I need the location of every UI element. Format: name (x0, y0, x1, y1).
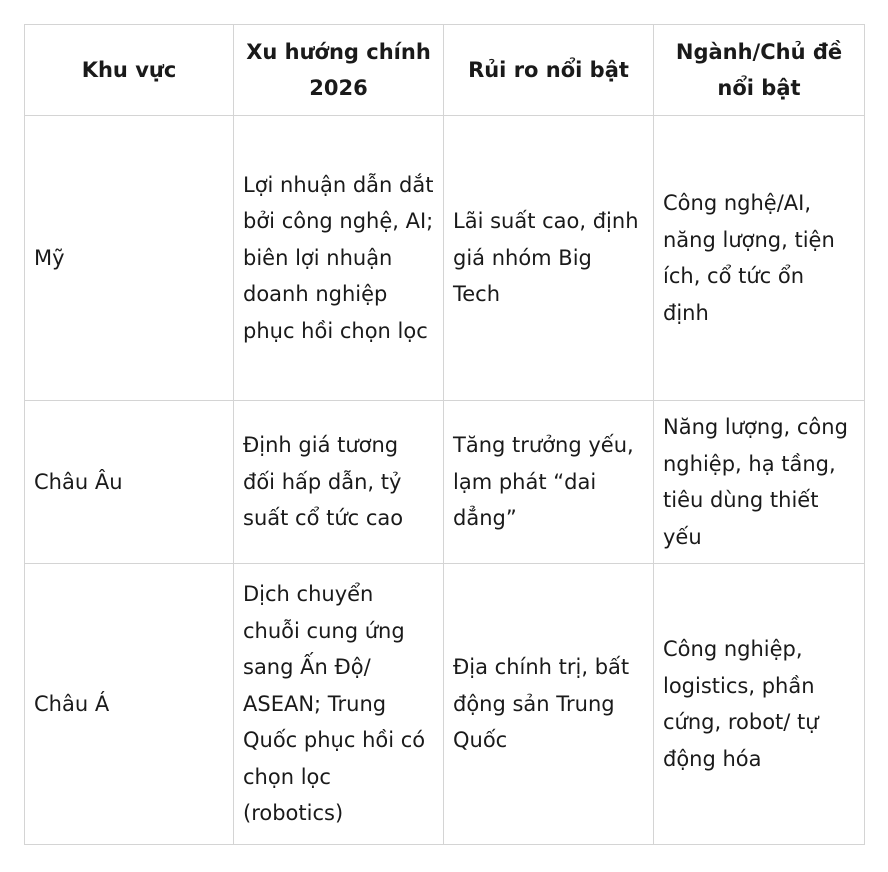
cell-risk: Tăng trưởng yếu, lạm phát “dai dẳng” (444, 401, 654, 564)
cell-trend: Lợi nhuận dẫn dắt bởi công nghệ, AI; biên lợi nhuận doanh nghiệp phục hồi chọn lọc (234, 116, 444, 401)
regional-outlook-table (24, 24, 865, 845)
cell-trend: Dịch chuyển chuỗi cung ứng sang Ấn Độ/ ASEAN; Trung Quốc phục hồi có chọn lọc (robotics) (234, 564, 444, 845)
cell-risk: Địa chính trị, bất động sản Trung Quốc (444, 564, 654, 845)
cell-sectors: Công nghệ/AI, năng lượng, tiện ích, cổ tức ổn định (654, 116, 865, 401)
header-sectors: Ngành/Chủ đề nổi bật (654, 25, 865, 116)
header-risk: Rủi ro nổi bật (444, 25, 654, 116)
table-header (25, 25, 865, 116)
cell-trend: Định giá tương đối hấp dẫn, tỷ suất cổ tức cao (234, 401, 444, 564)
table-row (25, 401, 865, 564)
cell-region: Châu Á (25, 564, 234, 845)
table-row (25, 116, 865, 401)
cell-region: Mỹ (25, 116, 234, 401)
cell-region: Châu Âu (25, 401, 234, 564)
header-trend: Xu hướng chính 2026 (234, 25, 444, 116)
table-body (25, 116, 865, 845)
header-region: Khu vực (25, 25, 234, 116)
cell-risk: Lãi suất cao, định giá nhóm Big Tech (444, 116, 654, 401)
table-row (25, 564, 865, 845)
header-row (25, 25, 865, 116)
cell-sectors: Công nghiệp, logistics, phần cứng, robot/ tự động hóa (654, 564, 865, 845)
cell-sectors: Năng lượng, công nghiệp, hạ tầng, tiêu dùng thiết yếu (654, 401, 865, 564)
